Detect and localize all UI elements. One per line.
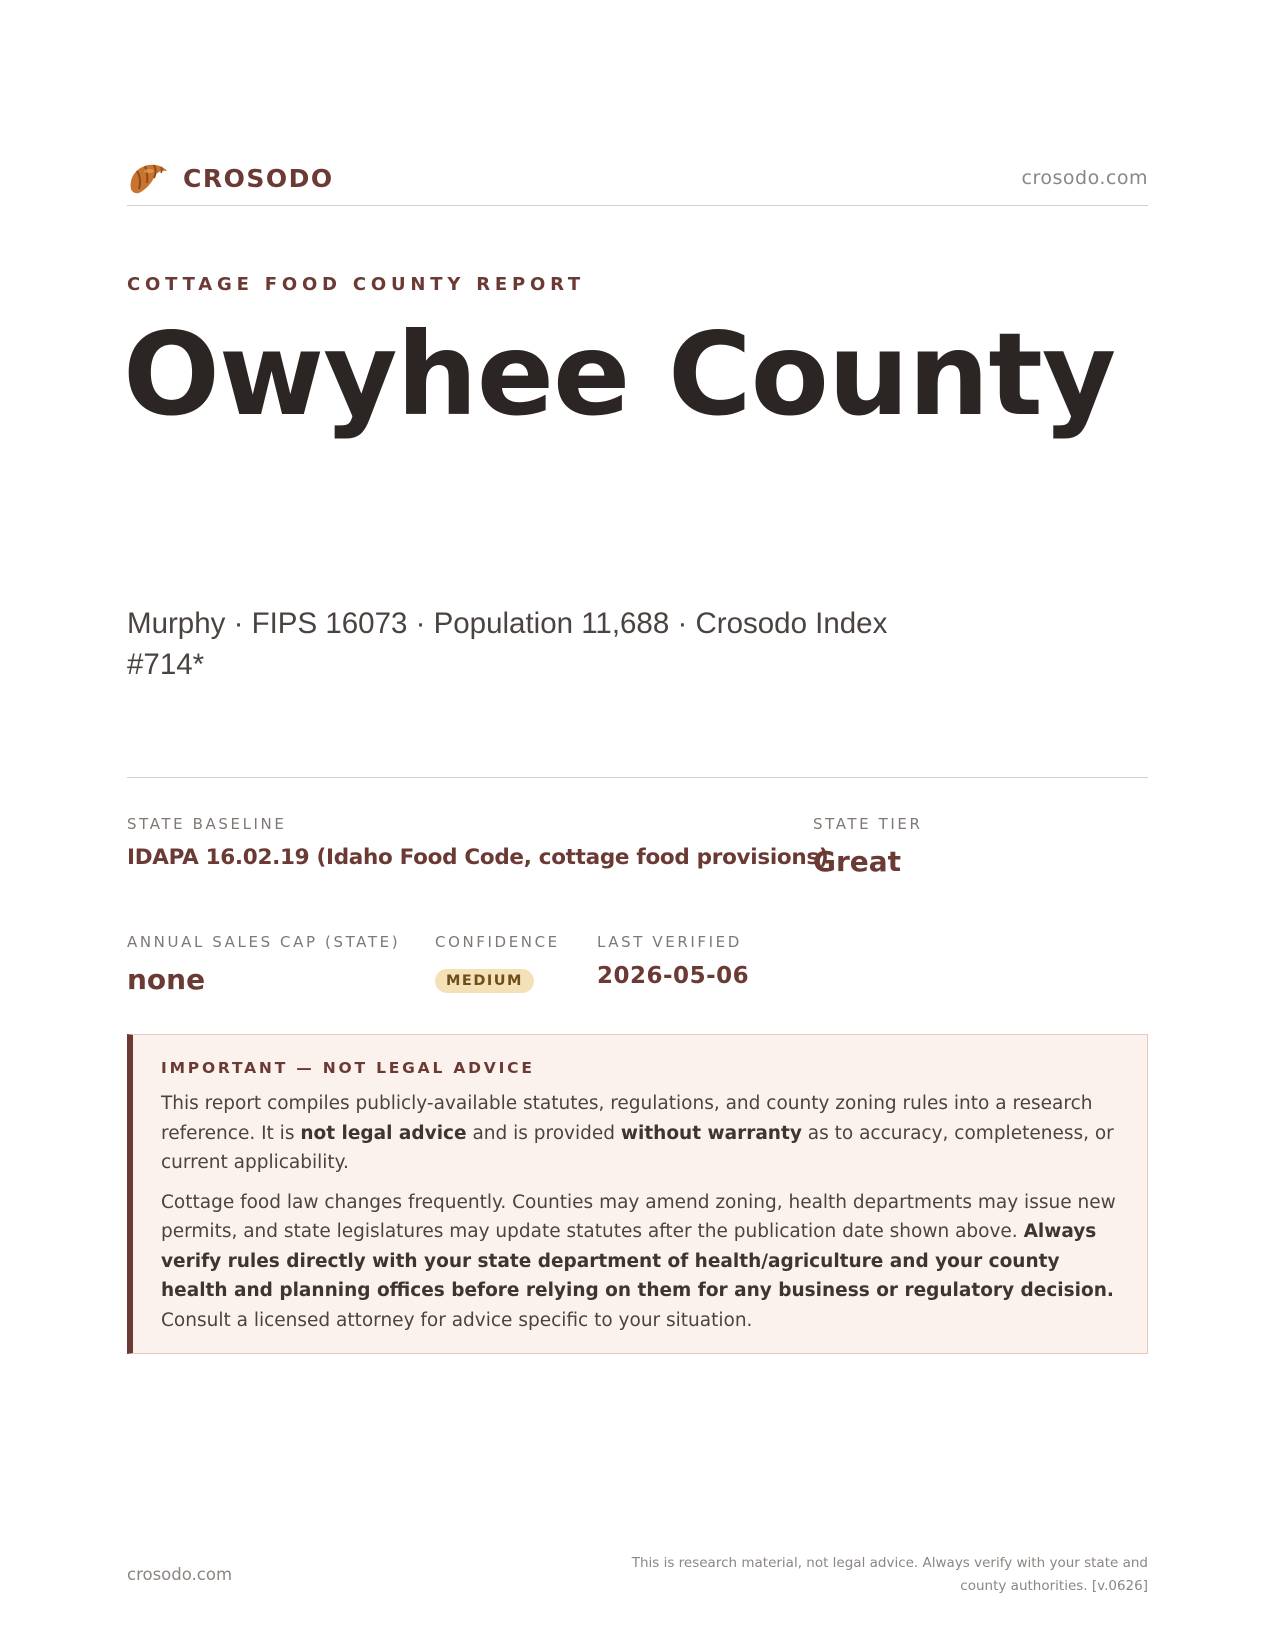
report-page <box>123 0 1148 1650</box>
notice-emphasis: without warranty <box>620 1122 802 1144</box>
section-divider <box>127 777 1148 778</box>
last-verified-value: 2026-05-06 <box>597 963 750 989</box>
croissant-icon <box>127 159 169 197</box>
legal-notice-paragraph-1 <box>161 1089 1119 1178</box>
legal-notice <box>127 1034 1148 1354</box>
confidence-field <box>435 933 560 993</box>
brand[interactable] <box>127 159 334 197</box>
report-subtitle: Murphy · FIPS 16073 · Population 11,688 · Crosodo Index #714* <box>127 607 888 681</box>
notice-text: and is provided <box>466 1122 621 1144</box>
legal-notice-heading: IMPORTANT — NOT LEGAL ADVICE <box>161 1059 535 1077</box>
legal-notice-paragraph-2 <box>161 1188 1119 1336</box>
notice-emphasis: Always verify rules directly with your state department of health/agriculture and your county health and planning offices before relying on them for any business or regulatory decision. <box>161 1221 1114 1301</box>
notice-text: This report compiles publicly-available statutes, regulations, and county zoning rules into a research reference. It is <box>161 1093 1093 1144</box>
sales-cap-label: ANNUAL SALES CAP (STATE) <box>127 933 401 951</box>
state-tier-label: STATE TIER <box>813 815 923 833</box>
report-kicker: COTTAGE FOOD COUNTY REPORT <box>127 274 586 295</box>
sales-cap-field <box>127 933 400 996</box>
last-verified-field <box>597 933 749 989</box>
state-baseline-value: IDAPA 16.02.19 (Idaho Food Code, cottage food provisions) <box>127 845 829 870</box>
header-site-link[interactable]: crosodo.com <box>1021 167 1148 189</box>
footer-disclaimer: This is research material, not legal advice. Always verify with your state and county authorities. [v.0626] <box>631 1555 1148 1594</box>
notice-emphasis: not legal advice <box>300 1122 467 1144</box>
page-title: Owyhee County <box>123 308 1116 441</box>
notice-text: Consult a licensed attorney for advice specific to your situation. <box>161 1309 753 1331</box>
state-tier-field <box>813 815 923 878</box>
footer-site-link[interactable]: crosodo.com <box>127 1565 233 1584</box>
state-baseline-label: STATE BASELINE <box>127 815 287 833</box>
state-tier-value: Great <box>813 845 902 878</box>
confidence-badge: MEDIUM <box>435 969 534 993</box>
sales-cap-value: none <box>127 963 206 996</box>
state-baseline-field <box>127 815 828 870</box>
notice-text: as to accuracy, completeness, or current applicability. <box>161 1122 1114 1173</box>
page-header <box>127 155 1148 206</box>
confidence-label: CONFIDENCE <box>435 933 560 951</box>
brand-name: CROSODO <box>183 163 334 193</box>
notice-text: Cottage food law changes frequently. Counties may amend zoning, health departments may issue new permits, and state legislatures may update statutes after the publication date shown above. <box>161 1191 1116 1242</box>
last-verified-label: LAST VERIFIED <box>597 933 742 951</box>
